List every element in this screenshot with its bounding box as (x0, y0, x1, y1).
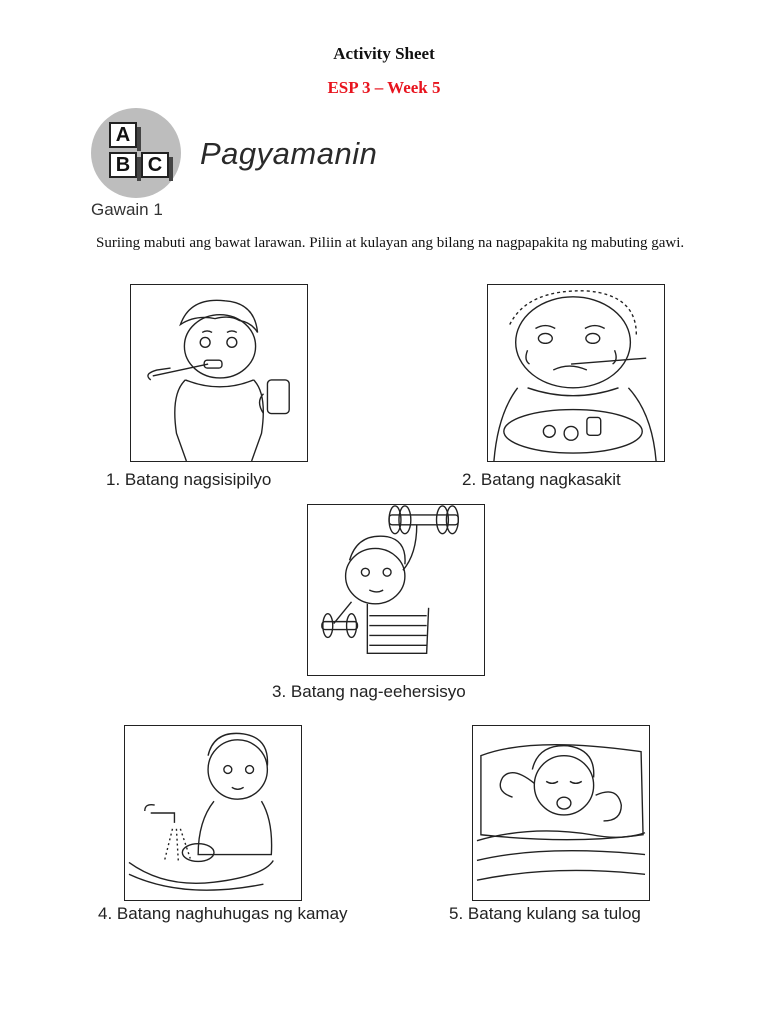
picture-exercising (307, 504, 485, 676)
caption-5: 5. Batang kulang sa tulog (449, 904, 641, 923)
block-b: B (109, 152, 137, 178)
caption-1: 1. Batang nagsisipilyo (106, 470, 272, 489)
page-subtitle: ESP 3 – Week 5 (327, 78, 441, 97)
activity-label: Gawain 1 (91, 200, 163, 219)
caption-2: 2. Batang nagkasakit (462, 470, 621, 489)
section-title: Pagyamanin (200, 136, 378, 171)
abc-blocks-icon (91, 108, 181, 198)
block-a: A (109, 122, 137, 148)
picture-sick-child (487, 284, 665, 462)
picture-brushing-teeth (130, 284, 308, 462)
caption-4: 4. Batang naghuhugas ng kamay (98, 904, 348, 923)
picture-sleepy-child (472, 725, 650, 901)
caption-3: 3. Batang nag-eehersisyo (272, 682, 466, 701)
picture-washing-hands (124, 725, 302, 901)
block-c: C (141, 152, 169, 178)
instructions-text: Suriing mabuti ang bawat larawan. Piliin at kulayan ang bilang na nagpapakita ng mabuting gawi. (96, 235, 685, 251)
page-title: Activity Sheet (333, 44, 435, 63)
